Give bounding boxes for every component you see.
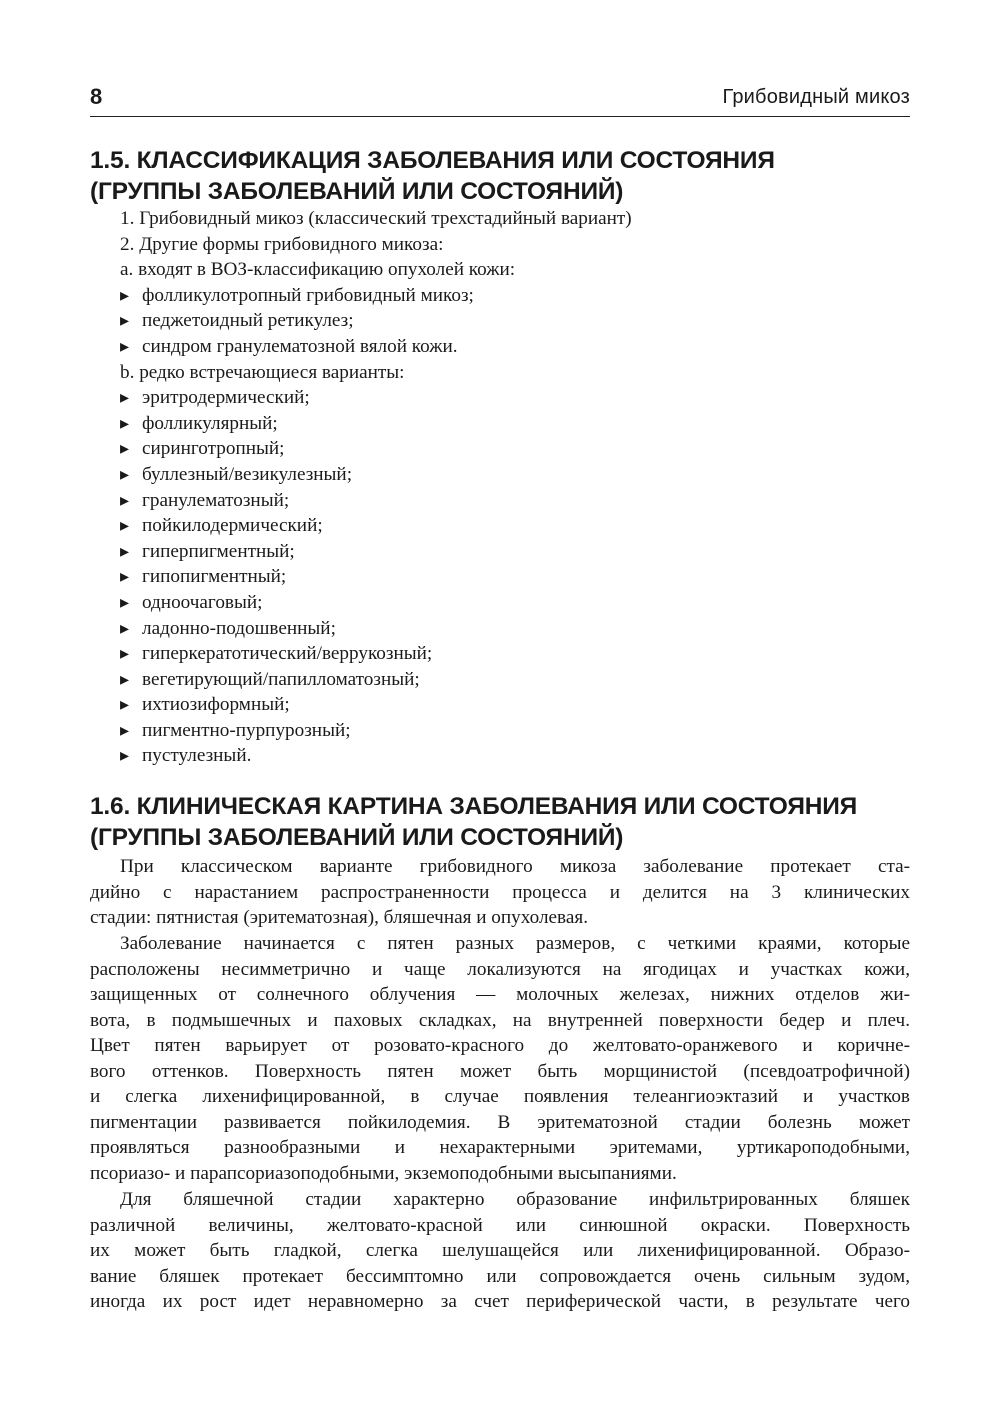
list-item-text: ихтиозиформный; <box>142 694 290 716</box>
text-line: их может быть гладкой, слегка шелушащейся или лихенифицированной. Образо- <box>90 1240 910 1261</box>
running-title: Грибовидный микоз <box>722 86 910 108</box>
text-line: вание бляшек протекает бессимптомно или сопровождается очень сильным зудом, <box>90 1265 910 1287</box>
heading-line: (ГРУППЫ ЗАБОЛЕВАНИЙ ИЛИ СОСТОЯНИЙ) <box>90 178 624 205</box>
list-item-text: фолликулотропный грибовидный микоз; <box>142 284 474 306</box>
text-line: проявляться разнообразными и нехарактерными эритемами, уртикароподобными, <box>90 1137 910 1158</box>
text-line: иногда их рост идет неравномерно за счет периферической части, в результате чего <box>90 1291 910 1312</box>
list-item-text: пигментно-пурпурозный; <box>142 719 351 741</box>
list-item-text: пойкилодермический; <box>142 515 323 537</box>
bullet-item <box>120 411 910 437</box>
list-item: 1. Грибовидный микоз (классический трехстадийный вариант) <box>120 208 632 229</box>
text-line: различной величины, желтовато-красной или синюшной окраски. Поверхность <box>90 1214 910 1236</box>
list-item-text: гиперпигментный; <box>142 540 295 562</box>
bullet-item <box>120 616 910 642</box>
text-line: вого оттенков. Поверхность пятен может быть морщинистой (псевдоатрофичной) <box>90 1060 910 1082</box>
text-line: и слегка лихенифицированной, в случае появления телеангиоэктазий и участков <box>90 1086 910 1107</box>
list-item: a. входят в ВОЗ-классификацию опухолей кожи: <box>120 259 516 281</box>
section-1-5-heading <box>90 145 910 207</box>
text-line: Цвет пятен варьирует от розовато-красного до желтовато-оранжевого и коричне- <box>90 1035 910 1056</box>
bullet-item <box>120 718 910 744</box>
bullet-item <box>120 667 910 693</box>
paragraph-2 <box>90 931 910 1186</box>
bullet-item <box>120 283 910 309</box>
bullet-item <box>120 692 910 718</box>
list-item-text: синдром гранулематозной вялой кожи. <box>142 335 458 357</box>
list-item: 2. Другие формы грибовидного микоза: <box>120 233 444 255</box>
list-item: b. редко встречающиеся варианты: <box>120 361 405 383</box>
text-line: дийно с нарастанием распространенности процесса и делится на 3 клинических <box>90 881 910 903</box>
list-item-text: гиперкератотический/веррукозный; <box>142 643 433 665</box>
bullet-item <box>120 308 910 334</box>
bullet-item <box>120 513 910 539</box>
heading-line: 1.5. КЛАССИФИКАЦИЯ ЗАБОЛЕВАНИЯ ИЛИ СОСТОЯНИЯ <box>90 147 775 174</box>
text-line: расположены несимметрично и чаще локализуются на ягодицах и участках кожи, <box>90 958 910 980</box>
paragraph-1 <box>90 854 910 931</box>
paragraph-3 <box>90 1187 910 1315</box>
text-line: пигментации развивается пойкилодемия. В эритематозной стадии болезнь может <box>90 1111 910 1133</box>
list-item-text: вегетирующий/папилломатозный; <box>142 668 420 690</box>
classification-list <box>120 206 910 769</box>
list-item-text: одноочаговый; <box>142 591 263 613</box>
list-item-text: педжетоидный ретикулез; <box>142 310 354 332</box>
text-line: защищенных от солнечного облучения — молочных железах, нижних отделов жи- <box>90 984 910 1005</box>
bullet-item <box>120 462 910 488</box>
text-line: Для бляшечной стадии характерно образование инфильтрированных бляшек <box>120 1189 910 1210</box>
text-line: стадии: пятнистая (эритематозная), бляшечная и опухолевая. <box>90 907 589 928</box>
bullet-item <box>120 385 910 411</box>
running-header <box>90 82 910 117</box>
page-number: 8 <box>90 84 103 109</box>
text-line: вота, в подмышечных и паховых складках, на внутренней поверхности бедер и плеч. <box>90 1009 910 1031</box>
heading-line: (ГРУППЫ ЗАБОЛЕВАНИЙ ИЛИ СОСТОЯНИЙ) <box>90 824 624 851</box>
list-item-text: пустулезный. <box>142 745 252 767</box>
bullet-item <box>120 436 910 462</box>
bullet-item <box>120 590 910 616</box>
list-item-text: сиринготропный; <box>142 438 285 460</box>
text-line: При классическом варианте грибовидного микоза заболевание протекает ста- <box>120 856 910 877</box>
bullet-item <box>120 539 910 565</box>
section-1-6-heading <box>90 791 910 853</box>
list-item-text: эритродермический; <box>142 387 310 409</box>
text-line: Заболевание начинается с пятен разных размеров, с четкими краями, которые <box>120 933 910 954</box>
text-line: псориазо- и парапсориазоподобными, экземоподобными высыпаниями. <box>90 1162 677 1184</box>
list-item-text: гипопигментный; <box>142 566 287 588</box>
bullet-item <box>120 488 910 514</box>
list-item-text: буллезный/везикулезный; <box>142 463 353 485</box>
list-item-text: гранулематозный; <box>142 489 290 511</box>
list-item-text: ладонно-подошвенный; <box>142 617 336 639</box>
list-item-text: фолликулярный; <box>142 412 278 434</box>
bullet-item <box>120 564 910 590</box>
bullet-item <box>120 334 910 360</box>
bullet-item <box>120 641 910 667</box>
bullet-item <box>120 743 910 769</box>
heading-line: 1.6. КЛИНИЧЕСКАЯ КАРТИНА ЗАБОЛЕВАНИЯ ИЛИ СОСТОЯНИЯ <box>90 793 858 820</box>
